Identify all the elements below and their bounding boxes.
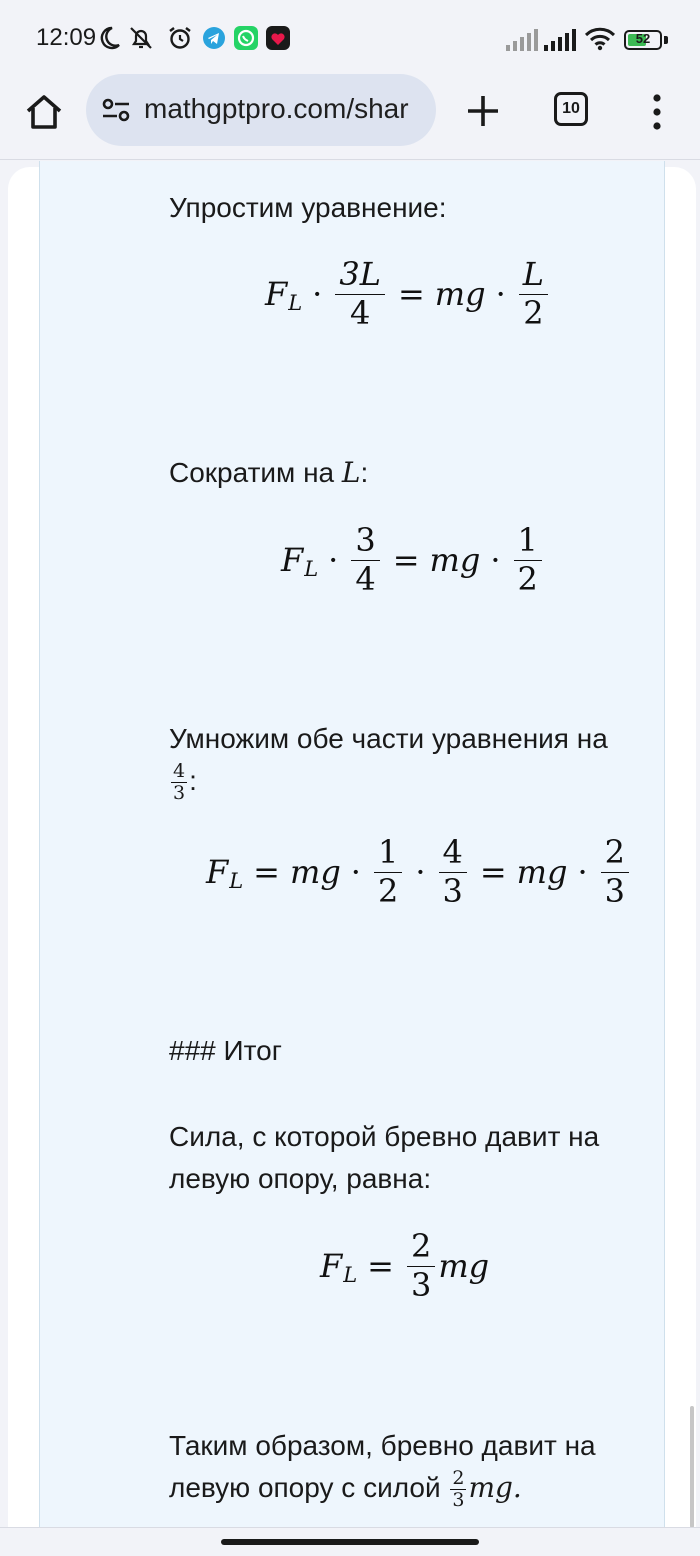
force-text-line1: Сила, с которой бревно давит на xyxy=(169,1121,600,1152)
equation-final: F L = $\frac{2}{3}$ mg xyxy=(320,1227,490,1304)
status-time: 12:09 xyxy=(36,24,97,51)
conclusion-line1: Таким образом, бревно давит на xyxy=(169,1430,596,1461)
new-tab-icon[interactable] xyxy=(464,92,502,130)
browser-toolbar xyxy=(0,78,700,160)
status-bar xyxy=(0,0,700,78)
force-text-line2: левую опору, равна: xyxy=(169,1163,432,1194)
telegram-icon xyxy=(201,25,227,51)
multiply-text: Умножим обе части уравнения на xyxy=(169,723,608,754)
equation-simplified: F L · $\frac{3L}{4}$ = mg · $\frac{L}{2}$ xyxy=(265,258,551,330)
conclusion-line2: левую опору с силой $\frac{2}{3}$ mg. xyxy=(169,1467,522,1512)
battery-level: 52 xyxy=(635,31,651,46)
more-menu-icon[interactable] xyxy=(646,92,668,132)
result-heading: ### Итог xyxy=(169,1035,282,1066)
battery-cap xyxy=(664,36,668,44)
reduce-text: Сократим на L: xyxy=(169,456,369,489)
scrollbar-thumb[interactable] xyxy=(690,1406,694,1528)
wifi-icon xyxy=(584,27,616,51)
alarm-icon xyxy=(167,25,193,51)
battery-icon xyxy=(624,30,662,50)
home-icon[interactable] xyxy=(24,92,64,132)
tab-switcher-button[interactable]: 10 xyxy=(554,92,588,126)
site-settings-icon[interactable] xyxy=(102,97,130,123)
moon-icon xyxy=(96,25,122,51)
gesture-handle[interactable] xyxy=(221,1539,479,1545)
signal-1-icon xyxy=(506,29,538,51)
signal-2-icon xyxy=(544,29,576,51)
whatsapp-icon xyxy=(233,25,259,51)
system-nav-bar xyxy=(0,1527,700,1556)
heart-app-icon xyxy=(265,25,291,51)
address-bar[interactable] xyxy=(86,74,436,146)
muted-bell-icon xyxy=(128,25,154,51)
url-text[interactable]: mathgptpro.com/shar xyxy=(144,93,409,124)
multiply-fraction: $\frac{4}{3}$ : xyxy=(173,760,197,805)
equation-reduced: F L · $\frac{3}{4}$ = mg · $\frac{1}{2}$ xyxy=(281,524,545,596)
equation-multiplied: F L = mg · $\frac{1}{2}$ · $\frac{4}{3}$ = mg · $\frac{2}{3}$ xyxy=(206,836,632,908)
simplify-text: Упростим уравнение: xyxy=(169,192,447,223)
